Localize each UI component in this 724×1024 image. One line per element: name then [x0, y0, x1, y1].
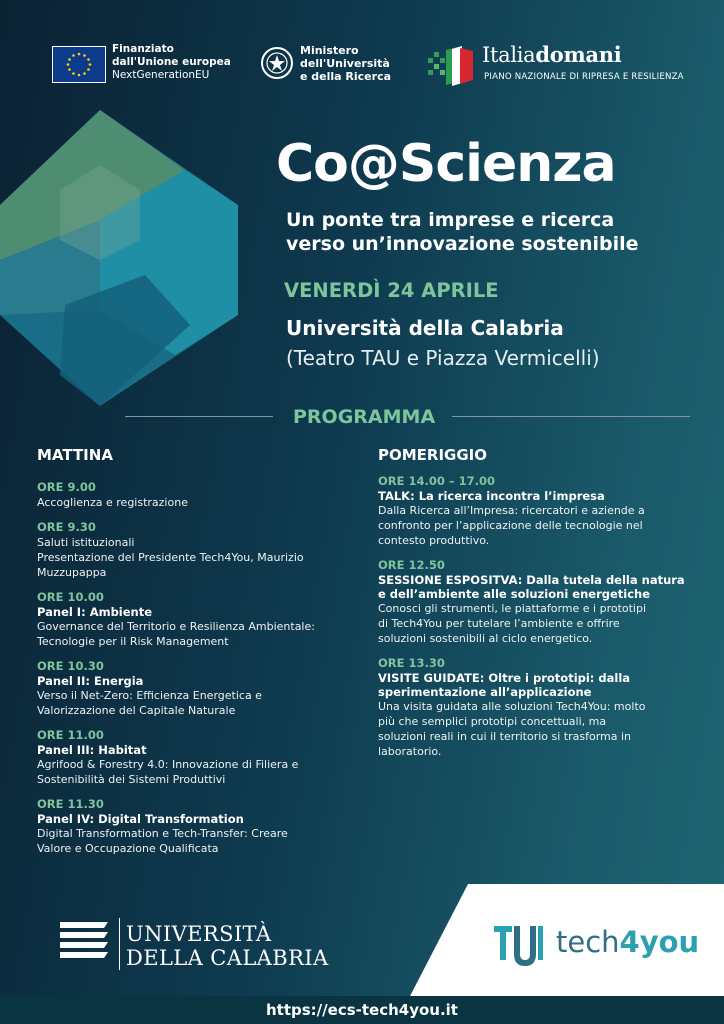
afternoon-heading: POMERIGGIO: [378, 446, 488, 464]
item-line: di Tech4You per tutelare l’ambiente e offrire: [378, 617, 620, 630]
item-line: contesto produttivo.: [378, 534, 490, 547]
unical-name-line-2: DELLA CALABRIA: [126, 946, 329, 970]
item-line: soluzioni reali in cui il territorio si trasforma in: [378, 730, 632, 743]
item-title: Panel II: Energia: [37, 674, 144, 688]
mur-line-3: e della Ricerca: [300, 70, 392, 83]
schedule-item: [37, 659, 367, 718]
schedule-item: [37, 480, 367, 510]
unical-logo-icon: [60, 920, 112, 962]
tech4you-wordmark: [556, 925, 699, 959]
event-title: Co@Scienza: [276, 134, 616, 194]
divider-left: [125, 416, 273, 417]
item-title: VISITE GUIDATE: Oltre i prototipi: dalla: [378, 671, 631, 685]
item-title: sperimentazione all’applicazione: [378, 685, 592, 699]
item-line: Verso il Net-Zero: Efficienza Energetica e: [37, 689, 262, 702]
event-date: VENERDÌ 24 APRILE: [284, 279, 499, 302]
item-line: Agrifood & Forestry 4.0: Innovazione di Filiera e: [37, 758, 299, 771]
item-line: laboratorio.: [378, 745, 442, 758]
item-time: ORE 14.00 – 17.00: [378, 474, 495, 488]
item-line: Valore e Occupazione Qualificata: [37, 842, 219, 855]
item-time: ORE 13.30: [378, 656, 445, 670]
item-line: soluzioni sostenibili al ciclo energetico.: [378, 632, 593, 645]
schedule-item: [378, 656, 708, 759]
eu-flag-icon: [52, 46, 106, 83]
item-line: Una visita guidata alle soluzioni Tech4You: molto: [378, 700, 646, 713]
item-title: Panel III: Habitat: [37, 743, 147, 757]
tech4you-text-a: tech: [556, 925, 620, 959]
subtitle-line-2: verso un’innovazione sostenibile: [286, 233, 639, 255]
italiadomani-subtitle: PIANO NAZIONALE DI RIPRESA E RESILIENZA: [484, 72, 684, 82]
schedule-item: [37, 728, 367, 787]
schedule-item: [378, 474, 708, 548]
eu-line-3: NextGenerationEU: [112, 69, 210, 81]
schedule-item: [378, 558, 708, 646]
mur-text: [300, 44, 391, 83]
item-time: ORE 10.30: [37, 659, 104, 673]
italiadomani-title-a: Italia: [482, 43, 536, 67]
event-subtitle: [286, 208, 639, 256]
item-time: ORE 11.00: [37, 728, 104, 742]
program-heading: PROGRAMMA: [293, 406, 436, 428]
divider-right: [452, 416, 690, 417]
item-time: ORE 9.00: [37, 480, 96, 494]
item-time: ORE 11.30: [37, 797, 104, 811]
item-title: e dell’ambiente alle soluzioni energetiche: [378, 587, 651, 601]
item-line: Digital Transformation e Tech-Transfer: Creare: [37, 827, 288, 840]
morning-schedule: [37, 446, 367, 866]
eu-funding-text: [112, 43, 231, 82]
schedule-item: [37, 590, 367, 649]
schedule-item: [37, 797, 367, 856]
subtitle-line-1: Un ponte tra imprese e ricerca: [286, 209, 615, 231]
italian-emblem-icon: [260, 46, 294, 80]
unical-name-line-1: UNIVERSITÀ: [126, 922, 272, 946]
item-title: Panel I: Ambiente: [37, 605, 153, 619]
item-line: Conosci gli strumenti, le piattaforme e i prototipi: [378, 602, 647, 615]
hexagon-graphic: [0, 110, 250, 410]
italiadomani-logo-icon: [428, 46, 474, 86]
eu-line-1: Finanziato: [112, 43, 174, 55]
item-line: Tecnologie per il Risk Management: [37, 635, 229, 648]
afternoon-schedule: [378, 446, 708, 769]
item-line: Dalla Ricerca all’Impresa: ricercatori e aziende a: [378, 504, 645, 517]
item-line: Presentazione del Presidente Tech4You, Maurizio: [37, 551, 304, 564]
eu-line-2: dall'Unione europea: [112, 56, 231, 68]
item-line: Muzzupappa: [37, 566, 107, 579]
item-line: Sostenibilità dei Sistemi Produttivi: [37, 773, 226, 786]
item-line: più che semplici prototipi concettuali, ma: [378, 715, 607, 728]
item-title: TALK: La ricerca incontra l’impresa: [378, 489, 605, 503]
item-line: Accoglienza e registrazione: [37, 496, 188, 509]
tech4you-text-b: 4you: [619, 925, 700, 959]
item-time: ORE 9.30: [37, 520, 96, 534]
item-title: Panel IV: Digital Transformation: [37, 812, 244, 826]
italiadomani-title: [482, 42, 621, 67]
event-venue-detail: (Teatro TAU e Piazza Vermicelli): [286, 346, 600, 370]
item-time: ORE 10.00: [37, 590, 104, 604]
mur-line-1: Ministero: [300, 44, 359, 57]
item-line: confronto per l’applicazione delle tecnologie nel: [378, 519, 643, 532]
unical-divider: [119, 918, 120, 970]
mur-line-2: dell'Università: [300, 57, 390, 70]
item-time: ORE 12.50: [378, 558, 445, 572]
event-venue: Università della Calabria: [286, 316, 564, 340]
morning-heading: MATTINA: [37, 446, 113, 464]
item-line: Governance del Territorio e Resilienza Ambientale:: [37, 620, 315, 633]
item-title: SESSIONE ESPOSITVA: Dalla tutela della natura: [378, 573, 685, 587]
item-line: Saluti istituzionali: [37, 536, 135, 549]
item-line: Valorizzazione del Capitale Naturale: [37, 704, 236, 717]
website-link[interactable]: https://ecs-tech4you.it: [266, 1001, 458, 1019]
tech4you-logo-icon: [492, 920, 544, 966]
italiadomani-title-b: domani: [535, 42, 622, 67]
schedule-item: [37, 520, 367, 580]
